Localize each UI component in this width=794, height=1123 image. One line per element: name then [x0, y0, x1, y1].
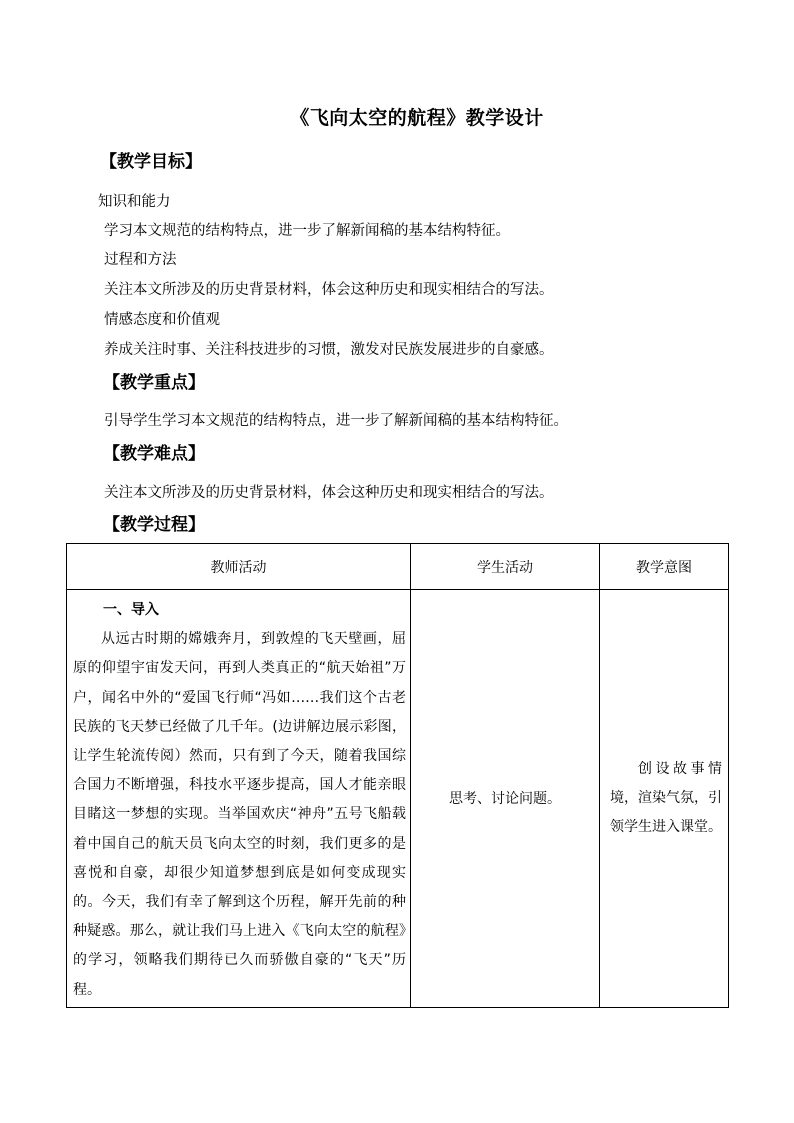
column-header-intent: 教学意图 — [600, 544, 729, 590]
objective-text-process: 关注本文所涉及的历史背景材料，体会这种历史和现实相结合的写法。 — [104, 282, 554, 298]
objective-text-attitude: 养成关注时事、关注科技进步的习惯，激发对民族发展进步的自豪感。 — [104, 342, 554, 358]
table-header-row — [67, 544, 729, 590]
difficulties-text: 关注本文所涉及的历史背景材料，体会这种历史和现实相结合的写法。 — [104, 485, 554, 501]
objectives-heading: 【教学目标】 — [100, 152, 202, 172]
key-points-text: 引导学生学习本文规范的结构特点，进一步了解新闻稿的基本结构特征。 — [104, 413, 568, 429]
objective-text-knowledge: 学习本文规范的结构特点，进一步了解新闻稿的基本结构特征。 — [104, 223, 510, 239]
objective-label-process: 过程和方法 — [104, 252, 177, 268]
teaching-process-table — [66, 543, 729, 1008]
teacher-activity-text: 从远古时期的嫦娥奔月，到敦煌的飞天壁画，屈原的仰望宇宙发天问，再到人类真正的“航天始祖”万户，闻名中外的“爱国飞行师“冯如……我们这个古老民族的飞天梦已经做了几千年。(边讲解边展示彩图，让学生轮流传阅）然而，只有到了今天，随着我国综合国力不断增强，科技水平逐步提高，国人才能亲眼目睹这一梦想的实现。当举国欢庆“神舟”五号飞船载着中国自己的航天员飞向太空的时刻，我们更多的是喜悦和自豪，却很少知道梦想到底是如何变成现实的。今天，我们有幸了解到这个历程，解开先前的种种疑惑。那么，就让我们马上进入《飞向太空的航程》的学习，领略我们期待已久而骄傲自豪的“飞天”历程。 — [73, 631, 406, 998]
table-row — [67, 590, 729, 1008]
teaching-intent-text: 创设故事情境，渲染气氛，引领学生进入课堂。 — [610, 760, 722, 835]
teaching-intent-cell — [600, 590, 729, 1008]
objective-label-attitude: 情感态度和价值观 — [104, 312, 220, 328]
difficulties-heading: 【教学难点】 — [103, 444, 205, 464]
teacher-activity-cell — [67, 590, 411, 1008]
student-activity-cell: 思考、讨论问题。 — [411, 590, 600, 1008]
column-header-teacher: 教师活动 — [67, 544, 411, 590]
process-heading: 【教学过程】 — [103, 515, 205, 535]
objective-label-knowledge: 知识和能力 — [98, 194, 171, 210]
column-header-student: 学生活动 — [411, 544, 600, 590]
document-title: 《飞向太空的航程》教学设计 — [290, 107, 544, 129]
section-title: 一、导入 — [103, 602, 159, 618]
key-points-heading: 【教学重点】 — [103, 373, 205, 393]
